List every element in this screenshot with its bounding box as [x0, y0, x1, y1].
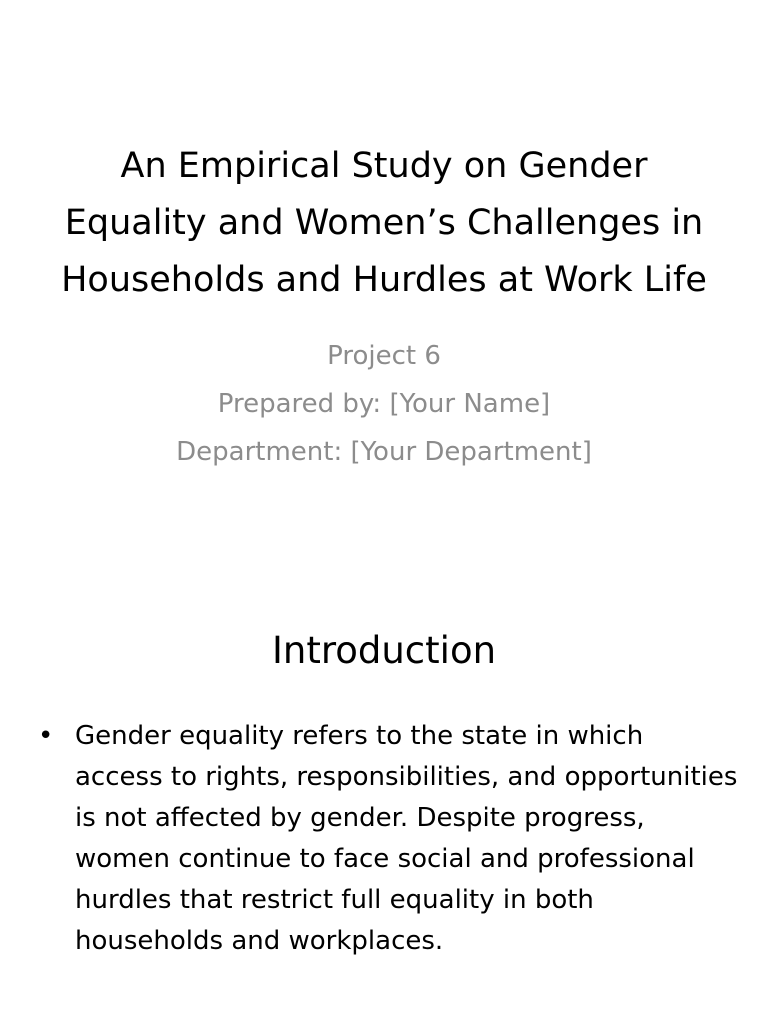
bullet-marker: • — [38, 721, 54, 751]
subtitle-project: Project 6 — [327, 341, 441, 371]
bullet-text: Gender equality refers to the state in which access to rights, responsibilities, and opportunities is not affected by gender. Despite progress, women continue to face social and professional hurdles that restrict full equality in both households and workplaces. — [75, 721, 738, 956]
bullet-list — [38, 716, 738, 962]
subtitle-prepared-by: Prepared by: [Your Name] — [217, 389, 551, 419]
bullet-item — [38, 716, 738, 962]
slide-subtitle — [60, 332, 708, 476]
introduction-slide — [0, 576, 768, 1024]
subtitle-department: Department: [Your Department] — [176, 437, 592, 467]
slide-title: An Empirical Study on Gender Equality and Women’s Challenges in Households and Hurdles at Work Life — [61, 146, 707, 300]
slide-heading: Introduction — [271, 629, 497, 672]
